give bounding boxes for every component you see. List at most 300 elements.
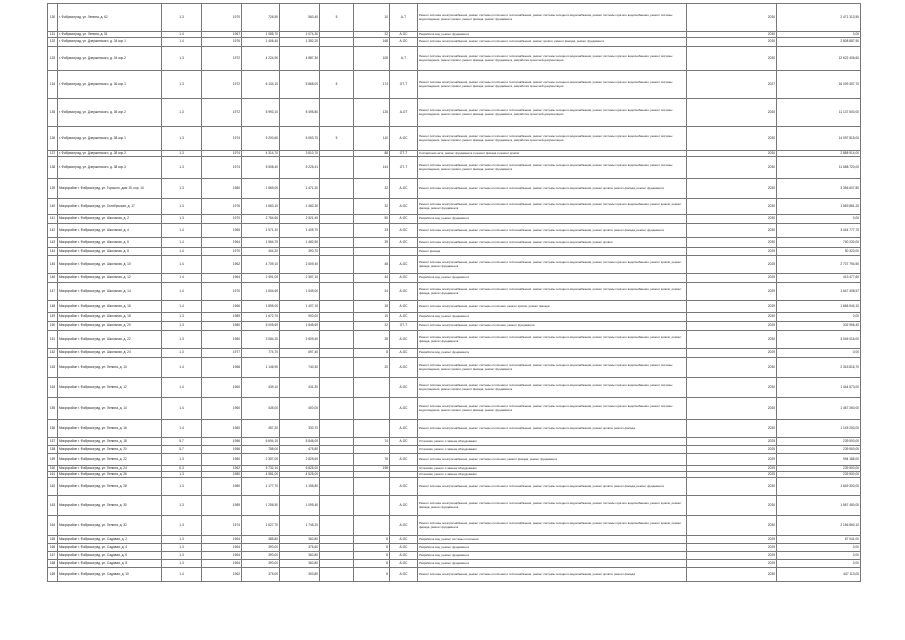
cell-a bbox=[320, 256, 354, 274]
cell-kind: 1.4 bbox=[162, 420, 202, 438]
cell-ydone: 2025 bbox=[687, 274, 777, 283]
cell-no: 142 bbox=[48, 224, 58, 238]
cell-b bbox=[354, 420, 390, 438]
cell-b: 48 bbox=[354, 256, 390, 274]
cell-ydone: 2025 bbox=[687, 536, 777, 544]
cell-b: 168 bbox=[354, 38, 390, 47]
cell-no: 157 bbox=[48, 438, 58, 446]
cell-ydone: 2030 bbox=[687, 157, 777, 179]
cell-cls: А-ОС bbox=[390, 552, 418, 560]
cell-sum: 11 658 720,00 bbox=[777, 157, 861, 179]
cell-kind: 1.4 bbox=[162, 256, 202, 274]
cell-addr: Микрорайон г. Фабрикоград, ул. Октябрьская, д. 17 bbox=[58, 199, 162, 215]
table-row bbox=[48, 238, 861, 248]
cell-year: 1966 bbox=[202, 301, 242, 313]
cell-ydone: 2030 bbox=[687, 496, 777, 516]
cell-b: 144 bbox=[354, 157, 390, 179]
cell-work: Ремонт системы электроснабжения, ремонт системы отопления и теплоснабжения, ремонт системы холодного водоснабжения, ремонт системы горячего водоснабжения, ремонт системы водоотведения, ремонт кровли, ремонт фасада, ремонт фундамента bbox=[418, 358, 687, 378]
cell-b bbox=[354, 516, 390, 536]
cell-area: 390,00 bbox=[242, 552, 280, 560]
table-row bbox=[48, 331, 861, 349]
cell-a: 5 bbox=[320, 71, 354, 99]
cell-area: 1 146,90 bbox=[242, 358, 280, 378]
cell-work: Ремонт системы электроснабжения, ремонт системы отопления и теплоснабжения, ремонт системы холодного водоснабжения, ремонт системы горячего водоснабжения, ремонт системы водоотведения, ремонт кровли, ремонт фасада, ремонт фундамента, разработка проектной документации bbox=[418, 127, 687, 151]
cell-kind: 1.3 bbox=[162, 151, 202, 157]
cell-addr: Микрорайон г. Фабрикоград, ул. Садовая, д. 8 bbox=[58, 560, 162, 568]
cell-year: 1989 bbox=[202, 496, 242, 516]
cell-year: 1956 bbox=[202, 438, 242, 446]
cell-lvl: 360,80 bbox=[280, 560, 320, 568]
cell-area: 2 357,00 bbox=[242, 454, 280, 466]
cell-b: 22 bbox=[354, 322, 390, 331]
cell-a bbox=[320, 274, 354, 283]
cell-ydone: 2030 bbox=[687, 420, 777, 438]
cell-addr: Микрорайон г. Фабрикоград, ул. Ленина, д. 20 bbox=[58, 446, 162, 454]
cell-no: 159 bbox=[48, 454, 58, 466]
cell-area: 5 200,60 bbox=[242, 127, 280, 151]
cell-a bbox=[320, 224, 354, 238]
table-row bbox=[48, 313, 861, 322]
cell-year: 1972 bbox=[202, 99, 242, 127]
cell-kind: 5.7 bbox=[162, 446, 202, 454]
cell-b: 8 bbox=[354, 560, 390, 568]
cell-b: 110 bbox=[354, 127, 390, 151]
cell-no: 139 bbox=[48, 179, 58, 199]
cell-addr: Микрорайон г. Фабрикоград, ул. Ленина, д. 26 bbox=[58, 472, 162, 478]
cell-addr: Микрорайон г. Фабрикоград, ул. Садовая, д. 6 bbox=[58, 552, 162, 560]
cell-cls: А-ОС bbox=[390, 544, 418, 552]
cell-cls: А-ОС bbox=[390, 331, 418, 349]
table-row bbox=[48, 199, 861, 215]
table-row bbox=[48, 358, 861, 378]
cell-year: 1974 bbox=[202, 516, 242, 536]
cell-sum: 239 500,00 bbox=[777, 472, 861, 478]
cell-ydone: 2030 bbox=[687, 516, 777, 536]
cell-no: 144 bbox=[48, 248, 58, 256]
cell-addr: Микрорайон г. Фабрикоград, ул. Ленина, д. 12 bbox=[58, 378, 162, 398]
cell-a bbox=[320, 322, 354, 331]
cell-lvl: 740,30 bbox=[280, 358, 320, 378]
cell-ydone: 2025 bbox=[687, 248, 777, 256]
cell-kind: 1.3 bbox=[162, 215, 202, 224]
cell-b: 32 bbox=[354, 179, 390, 199]
table-body bbox=[48, 4, 861, 582]
cell-addr: Микрорайон г. Фабрикоград, ул. Ленина, д. 32 bbox=[58, 516, 162, 536]
cell-kind: 1.4 bbox=[162, 283, 202, 301]
table-row bbox=[48, 301, 861, 313]
cell-ydone: 2025 bbox=[687, 472, 777, 478]
cell-cls bbox=[390, 446, 418, 454]
cell-area: 4 581,00 bbox=[242, 472, 280, 478]
cell-work: Установка, ремонт и замена оборудования bbox=[418, 472, 687, 478]
cell-work: Ремонт системы электроснабжения, ремонт системы отопления, ремонт фасада, ремонт фундамента bbox=[418, 454, 687, 466]
cell-year: 1960 bbox=[202, 398, 242, 420]
cell-lvl: 2 521,40 bbox=[280, 215, 320, 224]
cell-year: 1964 bbox=[202, 238, 242, 248]
table-row bbox=[48, 446, 861, 454]
cell-sum: 1 145 253,00 bbox=[777, 420, 861, 438]
cell-kind: 1.4 bbox=[162, 358, 202, 378]
cell-a bbox=[320, 215, 354, 224]
cell-cls: А-ОС bbox=[390, 454, 418, 466]
cell-cls: А-ОС bbox=[390, 127, 418, 151]
cell-work: Составление акта, ремонт фундамента и ремонт фасада и ремонт кровли bbox=[418, 151, 687, 157]
cell-lvl: 4 887,30 bbox=[280, 47, 320, 71]
cell-sum: 0,00 bbox=[777, 544, 861, 552]
cell-lvl: 1 405,70 bbox=[280, 224, 320, 238]
cell-lvl: 5 846,00 bbox=[280, 438, 320, 446]
cell-area: 1 256,50 bbox=[242, 496, 280, 516]
cell-b: 88 bbox=[354, 151, 390, 157]
cell-work: Ремонт системы электроснабжения, ремонт системы отопления и теплоснабжения, ремонт системы холодного водоснабжения, ремонт системы горячего водоснабжения, ремонт кровли, ремонт фасада, ремонт фундамента bbox=[418, 283, 687, 301]
cell-ydone: 2025 bbox=[687, 256, 777, 274]
cell-kind: 1.3 bbox=[162, 544, 202, 552]
cell-kind: 1.4 bbox=[162, 568, 202, 582]
cell-a bbox=[320, 157, 354, 179]
cell-year: 1960 bbox=[202, 378, 242, 398]
cell-addr: Микрорайон г. Фабрикоград, ул. Школьная, д. 20 bbox=[58, 322, 162, 331]
cell-sum: 1 649 300,00 bbox=[777, 478, 861, 496]
cell-addr: Микрорайон г. Фабрикоград, ул. Школьная, д. 22 bbox=[58, 331, 162, 349]
cell-sum: 12 622 406,60 bbox=[777, 47, 861, 71]
cell-addr: Микрорайон г. Фабрикоград, ул. Школьная, д. 12 bbox=[58, 274, 162, 283]
cell-year: 1964 bbox=[202, 552, 242, 560]
cell-cls bbox=[390, 248, 418, 256]
cell-addr: Микрорайон г. Фабрикоград, ул. Школьная, д. 16 bbox=[58, 301, 162, 313]
cell-lvl: 5 063,70 bbox=[280, 127, 320, 151]
cell-lvl: 1 382,20 bbox=[280, 38, 320, 47]
cell-kind: 1.3 bbox=[162, 313, 202, 322]
cell-addr: Микрорайон г. Фабрикоград, ул. Ленина, д. 10 bbox=[58, 358, 162, 378]
cell-cls: А-Т bbox=[390, 4, 418, 32]
cell-area: 390,00 bbox=[242, 544, 280, 552]
cell-work: Ремонт системы электроснабжения, ремонт системы отопления, ремонт кровли, ремонт фасада bbox=[418, 301, 687, 313]
cell-year: 1980 bbox=[202, 322, 242, 331]
cell-ydone: 2025 bbox=[687, 446, 777, 454]
cell-b: 44 bbox=[354, 274, 390, 283]
cell-sum: 2 737 794,50 bbox=[777, 256, 861, 274]
cell-kind: 1.3 bbox=[162, 179, 202, 199]
table-row bbox=[48, 568, 861, 582]
cell-year: 1980 bbox=[202, 179, 242, 199]
cell-lvl: 360,80 bbox=[280, 536, 320, 544]
cell-a bbox=[320, 478, 354, 496]
cell-work: Ремонт системы электроснабжения, ремонт системы отопления и теплоснабжения, ремонт системы холодного водоснабжения, ремонт системы горячего водоснабжения, ремонт кровли, ремонт фасада, ремонт фундамента bbox=[418, 516, 687, 536]
cell-addr: г. Фабрикоград, ул. Дзержинского, д. 38 кор.3 bbox=[58, 157, 162, 179]
cell-work: Ремонт фасада bbox=[418, 248, 687, 256]
cell-a bbox=[320, 378, 354, 398]
cell-lvl: 1 482,30 bbox=[280, 199, 320, 215]
cell-sum: 3 046 016,00 bbox=[777, 331, 861, 349]
cell-lvl: 360,80 bbox=[280, 552, 320, 560]
cell-ydone: 2030 bbox=[687, 215, 777, 224]
cell-ydone: 2025 bbox=[687, 466, 777, 472]
cell-ydone: 2025 bbox=[687, 438, 777, 446]
cell-work: Разработка вод, ремонт фундамента bbox=[418, 274, 687, 283]
cell-cls: А-ОС bbox=[390, 420, 418, 438]
table-row bbox=[48, 544, 861, 552]
cell-addr: Микрорайон г. Фабрикоград, ул. Садовая, д. 4 bbox=[58, 544, 162, 552]
cell-ydone: 2029 bbox=[687, 301, 777, 313]
cell-year: 1968 bbox=[202, 358, 242, 378]
cell-year: 1977 bbox=[202, 349, 242, 358]
cell-no: 167 bbox=[48, 552, 58, 560]
cell-year: 1956 bbox=[202, 446, 242, 454]
cell-area: 4 224,90 bbox=[242, 47, 280, 71]
cell-sum: 67 041,00 bbox=[777, 536, 861, 544]
cell-work: Ремонт системы электроснабжения, ремонт системы отопления и теплоснабжения, ремонт системы холодного водоснабжения, ремонт системы горячего водоснабжения, ремонт кровли, ремонт фасада, ремонт фундамента bbox=[418, 496, 687, 516]
cell-cls: А-ОТ bbox=[390, 99, 418, 127]
cell-work: Разработка вод, ремонт фундамента bbox=[418, 544, 687, 552]
cell-work: Ремонт системы электроснабжения, ремонт системы отопления и теплоснабжения, ремонт системы холодного водоснабжения, ремонт системы горячего водоснабжения, ремонт системы водоотведения, ремонт кровли, ремонт фасада, ремонт фундамента, разработка проектной документации bbox=[418, 47, 687, 71]
cell-sum: 0,00 bbox=[777, 215, 861, 224]
cell-lvl: 5 225,41 bbox=[280, 157, 320, 179]
cell-year: 1974 bbox=[202, 157, 242, 179]
cell-kind: 1.3 bbox=[162, 536, 202, 544]
cell-lvl: 3 810,70 bbox=[280, 151, 320, 157]
cell-ydone: 2025 bbox=[687, 552, 777, 560]
cell-area: 457,20 bbox=[242, 420, 280, 438]
cell-work: Ремонт системы электроснабжения, ремонт системы отопления и теплоснабжения, ремонт системы холодного водоснабжения, ремонт системы горячего водоснабжения, ремонт системы водоотведения, ремонт кровли, ремонт фасада, ремонт фундамента bbox=[418, 398, 687, 420]
cell-cls: А-ОС bbox=[390, 478, 418, 496]
cell-addr: Микрорайон г. Фабрикоград, ул. Садовая, д. 2 bbox=[58, 536, 162, 544]
cell-work: Ремонт системы электроснабжения, ремонт системы отопления и теплоснабжения, ремонт кровли, ремонт фасада, ремонт фундамента bbox=[418, 38, 687, 47]
cell-addr: Микрорайон г. Фабрикоград, ул. Садовая, д. 10 bbox=[58, 568, 162, 582]
cell-area: 404,20 bbox=[242, 248, 280, 256]
repair-register-table bbox=[47, 3, 861, 582]
cell-work: Разработка вод, ремонт фундамента bbox=[418, 552, 687, 560]
cell-a bbox=[320, 38, 354, 47]
cell-ydone: 2030 bbox=[687, 199, 777, 215]
cell-no: 153 bbox=[48, 358, 58, 378]
cell-no: 131 bbox=[48, 32, 58, 38]
cell-sum: 0,00 bbox=[777, 560, 861, 568]
cell-work: Ремонт системы электроснабжения, ремонт системы отопления и теплоснабжения, ремонт системы холодного водоснабжения, ремонт системы горячего водоснабжения, ремонт системы водоотведения, ремонт кровли, ремонт фасада, ремонт фундамента bbox=[418, 4, 687, 32]
table-row bbox=[48, 127, 861, 151]
cell-area: 788,00 bbox=[242, 446, 280, 454]
cell-ydone: 2029 bbox=[687, 283, 777, 301]
cell-a bbox=[320, 536, 354, 544]
cell-addr: Микрорайон г. Фабрикоград, ул. Школьная, д. 14 bbox=[58, 283, 162, 301]
cell-b bbox=[354, 378, 390, 398]
cell-b: 174 bbox=[354, 71, 390, 99]
cell-no: 161 bbox=[48, 472, 58, 478]
cell-ydone: 2030 bbox=[687, 568, 777, 582]
table-row bbox=[48, 248, 861, 256]
cell-area: 1 177,70 bbox=[242, 478, 280, 496]
cell-year: 1970 bbox=[202, 283, 242, 301]
cell-cls: А-ОС bbox=[390, 496, 418, 516]
cell-no: 140 bbox=[48, 199, 58, 215]
cell-addr: Микрорайон г. Фабрикоград, ул. Ленина, д. 18 bbox=[58, 438, 162, 446]
cell-no: 152 bbox=[48, 349, 58, 358]
cell-year: 1972 bbox=[202, 71, 242, 99]
cell-lvl: 431,30 bbox=[280, 378, 320, 398]
cell-a bbox=[320, 358, 354, 378]
cell-sum: 3 356 607,80 bbox=[777, 179, 861, 199]
cell-cls: А-Т bbox=[390, 47, 418, 71]
cell-lvl: 376,60 bbox=[280, 544, 320, 552]
cell-ydone: 2030 bbox=[687, 179, 777, 199]
table-row bbox=[48, 552, 861, 560]
cell-cls: ОТ-Т bbox=[390, 151, 418, 157]
table-row bbox=[48, 256, 861, 274]
cell-addr: г. Фабрикоград, ул. Дзержинского, д. 36 кор.2 bbox=[58, 99, 162, 127]
cell-work: Разработка вод, ремонт фундамента bbox=[418, 215, 687, 224]
cell-b: 74 bbox=[354, 438, 390, 446]
table-row bbox=[48, 378, 861, 398]
cell-lvl: 5 868,00 bbox=[280, 71, 320, 99]
cell-ydone: 2030 bbox=[687, 224, 777, 238]
cell-cls: А-ОС bbox=[390, 256, 418, 274]
cell-b: 29 bbox=[354, 238, 390, 248]
cell-b: 23 bbox=[354, 224, 390, 238]
cell-kind: 1.4 bbox=[162, 274, 202, 283]
cell-addr: Микрорайон г. Фабрикоград, ул. Ленина, д. 28 bbox=[58, 478, 162, 496]
cell-a bbox=[320, 446, 354, 454]
cell-addr: г. Фабрикоград, ул. Ленина, д. 51 bbox=[58, 32, 162, 38]
cell-a bbox=[320, 398, 354, 420]
cell-sum: 1 569 881,20 bbox=[777, 199, 861, 215]
cell-a bbox=[320, 454, 354, 466]
cell-a bbox=[320, 238, 354, 248]
cell-b: 8 bbox=[354, 552, 390, 560]
cell-ydone: 2025 bbox=[687, 544, 777, 552]
cell-kind: 1.3 bbox=[162, 99, 202, 127]
cell-no: 154 bbox=[48, 378, 58, 398]
cell-area: 1 406,40 bbox=[242, 38, 280, 47]
cell-a bbox=[320, 331, 354, 349]
cell-addr: Микрорайон г. Фабрикоград, ул. Школьная, д. 8 bbox=[58, 248, 162, 256]
cell-kind: 1.4 bbox=[162, 38, 202, 47]
cell-year: 1967 bbox=[202, 32, 242, 38]
cell-work: Разработка вод, ремонт фундамента bbox=[418, 32, 687, 38]
cell-kind: 1.3 bbox=[162, 4, 202, 32]
cell-kind: 6.3 bbox=[162, 466, 202, 472]
cell-kind: 1.3 bbox=[162, 552, 202, 560]
cell-no: 150 bbox=[48, 322, 58, 331]
cell-work: Ремонт системы электроснабжения, ремонт системы отопления и теплоснабжения, ремонт системы холодного водоснабжения, ремонт кровли, ремонт фасада, ремонт фундамента bbox=[418, 224, 687, 238]
cell-cls: А-ОС bbox=[390, 274, 418, 283]
cell-sum: 2 471 313,50 bbox=[777, 4, 861, 32]
cell-a bbox=[320, 301, 354, 313]
cell-no: 136 bbox=[48, 127, 58, 151]
cell-cls: А-ОС bbox=[390, 536, 418, 544]
cell-no: 132 bbox=[48, 38, 58, 47]
cell-cls: А-ОС bbox=[390, 179, 418, 199]
cell-year: 1989 bbox=[202, 313, 242, 322]
cell-area: 2 491,00 bbox=[242, 274, 280, 283]
cell-area: 5 993,10 bbox=[242, 99, 280, 127]
cell-no: 133 bbox=[48, 47, 58, 71]
cell-area: 375,00 bbox=[242, 568, 280, 582]
cell-no: 134 bbox=[48, 71, 58, 99]
cell-cls: ОТ-Т bbox=[390, 71, 418, 99]
cell-kind: 1.4 bbox=[162, 248, 202, 256]
table-row bbox=[48, 47, 861, 71]
cell-sum: 2 808 887,50 bbox=[777, 38, 861, 47]
cell-addr: Микрорайон г. Фабрикоград, ул. Ленина, д. 24 bbox=[58, 466, 162, 472]
cell-sum: 2 156 560,10 bbox=[777, 516, 861, 536]
cell-year: 1965 bbox=[202, 224, 242, 238]
cell-lvl: 1 549,00 bbox=[280, 283, 320, 301]
cell-a bbox=[320, 199, 354, 215]
cell-b bbox=[354, 478, 390, 496]
table-row bbox=[48, 71, 861, 99]
cell-addr: Микрорайон г. Фабрикоград, ул. Школьная, д. 18 bbox=[58, 313, 162, 322]
cell-a bbox=[320, 568, 354, 582]
cell-year: 1970 bbox=[202, 215, 242, 224]
cell-ydone: 2030 bbox=[687, 378, 777, 398]
cell-work: Ремонт системы электроснабжения, ремонт системы отопления и теплоснабжения, ремонт системы холодного водоснабжения, ремонт системы горячего водоснабжения, ремонт системы водоотведения, ремонт кровли, ремонт фасада, ремонт фундамента, разработка проектной документации bbox=[418, 99, 687, 127]
cell-kind: 1.3 bbox=[162, 47, 202, 71]
cell-addr: г. Фабрикоград, ул. Дзержинского, д. 38 кор.2 bbox=[58, 151, 162, 157]
cell-no: 166 bbox=[48, 544, 58, 552]
cell-ydone: 2030 bbox=[687, 478, 777, 496]
cell-area: 5 508,40 bbox=[242, 157, 280, 179]
cell-work: Разработка вод, ремонт фундамента bbox=[418, 313, 687, 322]
cell-b: 50 bbox=[354, 215, 390, 224]
cell-lvl: 1 407,10 bbox=[280, 301, 320, 313]
cell-a: 5 bbox=[320, 127, 354, 151]
cell-b: 20 bbox=[354, 358, 390, 378]
cell-ydone: 2030 bbox=[687, 151, 777, 157]
table-row bbox=[48, 224, 861, 238]
cell-b: 126 bbox=[354, 99, 390, 127]
cell-sum: 1 467 260,00 bbox=[777, 398, 861, 420]
cell-lvl: 1 845,60 bbox=[280, 322, 320, 331]
cell-no: 155 bbox=[48, 398, 58, 420]
capital-repair-register-sheet bbox=[47, 3, 860, 582]
cell-kind: 1.3 bbox=[162, 71, 202, 99]
cell-lvl: 300,80 bbox=[280, 568, 320, 582]
cell-sum: 994 185,00 bbox=[777, 454, 861, 466]
cell-work: Установка, ремонт и замена оборудования bbox=[418, 438, 687, 446]
table-row bbox=[48, 38, 861, 47]
cell-year: 1970 bbox=[202, 4, 242, 32]
cell-lvl: 697,40 bbox=[280, 349, 320, 358]
cell-b: 8 bbox=[354, 544, 390, 552]
cell-work: Ремонт системы электроснабжения, ремонт системы отопления и теплоснабжения, ремонт системы холодного водоснабжения, ремонт кровли, ремонт фасада bbox=[418, 420, 687, 438]
cell-area: 1 085,70 bbox=[242, 32, 280, 38]
cell-kind: 1.4 bbox=[162, 378, 202, 398]
cell-ydone: 2030 bbox=[687, 398, 777, 420]
cell-no: 169 bbox=[48, 568, 58, 582]
cell-cls: А-ОС bbox=[390, 568, 418, 582]
cell-sum: 14 097 815,00 bbox=[777, 127, 861, 151]
cell-area: 390,00 bbox=[242, 560, 280, 568]
cell-cls: А-ОС bbox=[390, 378, 418, 398]
cell-b: 18 bbox=[354, 301, 390, 313]
cell-year: 1964 bbox=[202, 536, 242, 544]
cell-no: 158 bbox=[48, 446, 58, 454]
table-row bbox=[48, 454, 861, 466]
cell-a bbox=[320, 47, 354, 71]
cell-lvl: 4 525,00 bbox=[280, 472, 320, 478]
cell-lvl: 2 609,40 bbox=[280, 331, 320, 349]
cell-year: 1976 bbox=[202, 199, 242, 215]
cell-sum: 16 009 357,70 bbox=[777, 71, 861, 99]
cell-addr: Микрорайон г. Фабрикоград, ул. Школьная, д. 4 bbox=[58, 224, 162, 238]
cell-cls: А-ОС bbox=[390, 301, 418, 313]
cell-kind: 1.3 bbox=[162, 496, 202, 516]
cell-b: 22 bbox=[354, 32, 390, 38]
cell-work: Разработка вод, ремонт фундамента bbox=[418, 349, 687, 358]
cell-lvl: 2 825,60 bbox=[280, 454, 320, 466]
cell-cls: А-ОС bbox=[390, 38, 418, 47]
table-row bbox=[48, 536, 861, 544]
cell-addr: Микрорайон г. Фабрикоград, ул. Ленина, д. 14 bbox=[58, 398, 162, 420]
